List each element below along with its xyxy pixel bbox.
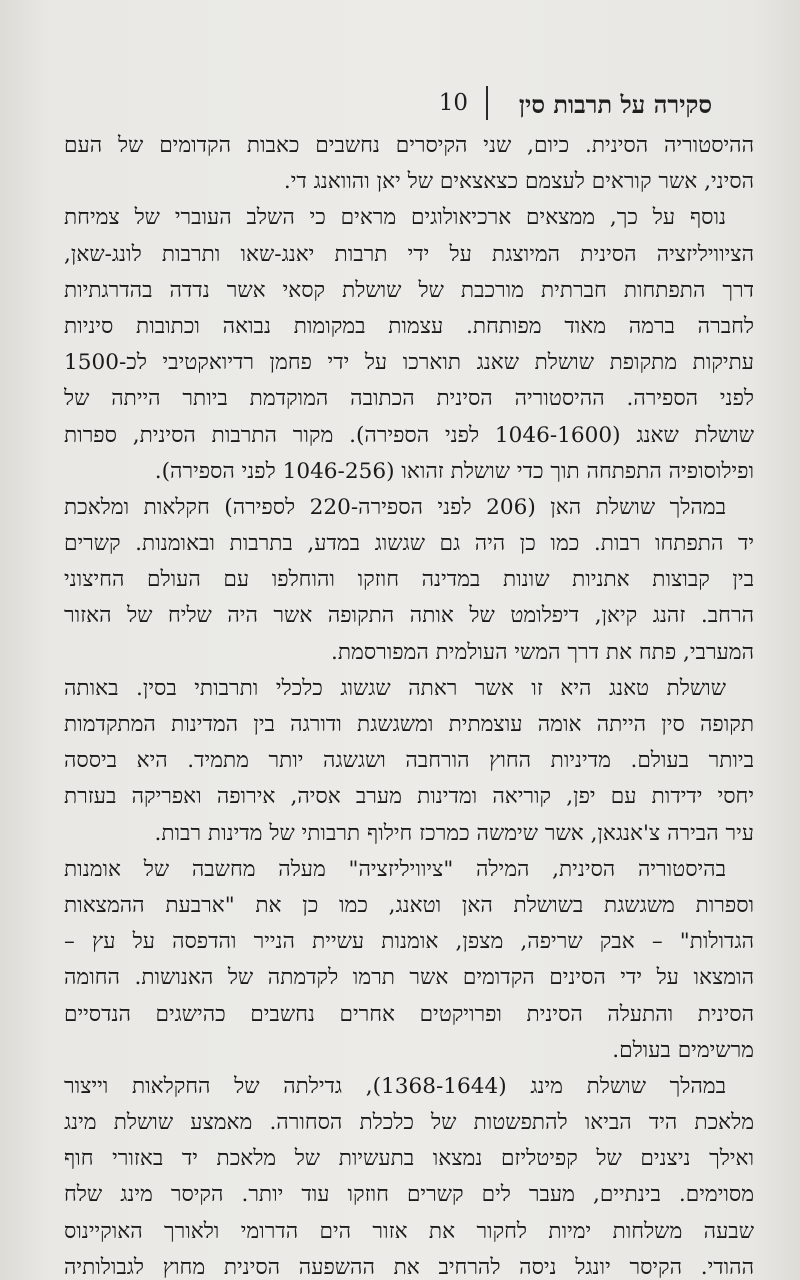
text-line: מלאכת היד הביאו להתפשטות של כלכלת הסחורה. מאמצע שושלת מינג — [64, 1110, 754, 1136]
text-line: שושלת שאנג (1046-1600 לפני הספירה). מקור התרבות הסינית, ספרות — [64, 422, 754, 448]
text-line: דרך התפתחות חברתית מורכבת של שושלת קסאי אשר נדדה בהדרגתיות — [64, 277, 754, 303]
text-line: המערבי, פתח את דרך המשי העולמית המפורסמת. — [330, 639, 754, 665]
text-line: יד התפתחו רבות. כמו כן היה גם שגשוג במדע, בתרבות ובאומנות. קשרים — [64, 531, 754, 557]
text-line: ופילוסופיה התפתחה תוך כדי שושלת זהואו (1046-256 לפני הספירה). — [154, 458, 754, 484]
text-line: לפני הספירה. ההיסטוריה הסינית הכתובה המוקדמת ביותר הייתה של — [64, 386, 754, 412]
text-line: במהלך שושלת מינג (1368-1644), גדילתה של החקלאות וייצור — [64, 1073, 726, 1099]
text-line: עתיקות מתקופת שושלת שאנג תוארכו על ידי פחמן רדיואקטיבי לכ-1500 — [64, 350, 754, 376]
text-line: נוסף על כך, ממצאים ארכיאולוגים מראים כי השלב העוברי של צמיחת — [64, 205, 726, 231]
text-line: וספרות משגשגת בשושלת האן וטאנג, כמו כן את "ארבעת ההמצאות — [64, 892, 754, 918]
text-line: שושלת טאנג היא זו אשר ראתה שגשוג כלכלי ותרבותי בסין. באותה — [64, 675, 726, 701]
text-line: שבעה משלחות ימיות לחקור את אזור הים הדרומי ולאורך האוקיינוס — [64, 1218, 754, 1244]
header-divider — [486, 86, 488, 120]
text-line: הציוויליזציה הסינית המיוצגת על ידי תרבות יאנג-שאו ותרבות לונג-שאן, — [64, 241, 754, 267]
text-line: ההיסטוריה הסינית. כיום, שני הקיסרים נחשבים כאבות הקדומים של העם — [64, 133, 754, 158]
text-line: במהלך שושלת האן (206 לפני הספירה-220 לספירה) חקלאות ומלאכת — [64, 494, 726, 520]
text-line: ההודי. הקיסר יונגל ניסה להרחיב את ההשפעה הסינית מחוץ לגבולותיה — [64, 1254, 754, 1280]
text-line: מסוימים. בינתיים, מעבר לים קשרים חוזקו עוד יותר. הקיסר מינג שלח — [64, 1182, 754, 1208]
text-line: הרחב. זהנג קיאן, דיפלומט של אותה התקופה אשר היה שליח של האזור — [64, 603, 754, 629]
text-line: ביותר בעולם. מדיניות החוץ הורחבה ושגשגה יותר מתמיד. היא ביססה — [64, 748, 754, 774]
text-line: בהיסטוריה הסינית, המילה "ציוויליזציה" מעלה מחשבה של אומנות — [64, 856, 726, 882]
page-number: 10 — [438, 90, 468, 116]
text-line: עיר הבירה צ'אנגאן, אשר שימשה כמרכז חילוף תרבותי של מדינות רבות. — [154, 820, 754, 846]
page-header — [72, 86, 712, 126]
text-line: תקופה סין הייתה אומה עוצמתית ומשגשגת ודורגה בין המדינות המתקדמות — [64, 712, 754, 737]
body-text — [64, 128, 754, 1280]
text-line: הומצאו על ידי הסינים הקדומים אשר תרמו לקדמתה של האנושות. החומה — [64, 965, 754, 991]
text-line: הסינית והתעלה הסינית ופרויקטים אחרים נחשבים כהישגים הנדסיים — [64, 1001, 754, 1027]
text-line: יחסי ידידות עם יפן, קוריאה ומדינות מערב אסיה, אירופה ואפריקה בעזרת — [64, 784, 754, 810]
text-line: בין קבוצות אתניות שונות במדינה חוזקו והוחלפו עם העולם החיצוני — [64, 567, 754, 593]
running-title: סקירה על תרבות סין — [518, 90, 712, 119]
text-line: מרשימים בעולם. — [612, 1037, 754, 1063]
text-line: הגדולות" – אבק שריפה, מצפן, אומנות עשיית הנייר והדפסה על עץ – — [64, 929, 754, 955]
text-line: לחברה ברמה מאוד מפותחת. עצמות במקומות נבואה וכתובות סיניות — [64, 313, 754, 339]
text-line: הסיני, אשר קוראים לעצמם כצאצאים של יאן והוואנג די. — [283, 169, 754, 195]
text-line: ואילך ניצנים של קפיטליזם נמצאו בתעשיות של מלאכת יד באזורי חוף — [64, 1146, 754, 1172]
